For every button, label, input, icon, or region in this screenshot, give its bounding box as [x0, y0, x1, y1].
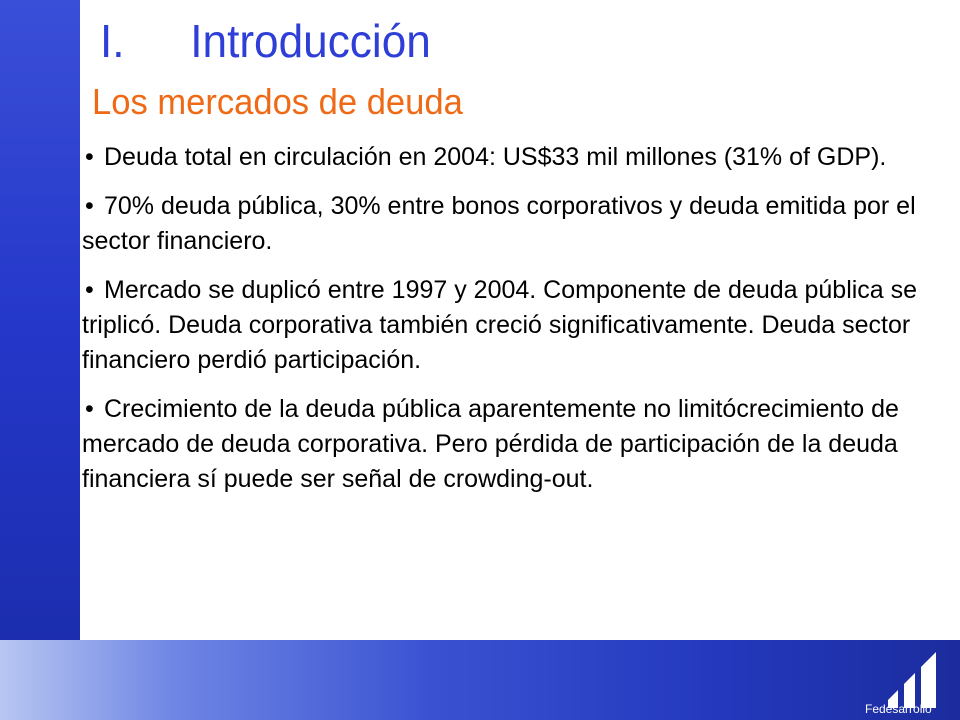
footer-bar	[0, 640, 960, 720]
bullet-item	[82, 392, 948, 497]
bullet-text: Deuda total en circulación en 2004: US$33 mil millones (31% of GDP).	[104, 143, 887, 171]
bullet-text: Crecimiento de la deuda pública aparentemente no limitócrecimiento de mercado de deuda corporativa. Pero pérdida de participación de la deuda financiera sí puede ser señal de crowding-out.	[82, 395, 899, 493]
logo-text: Fedesarrollo	[865, 702, 932, 716]
bullet-item	[82, 189, 948, 259]
slide-title	[100, 15, 431, 67]
bullet-text: Mercado se duplicó entre 1997 y 2004. Componente de deuda pública se triplicó. Deuda corporativa también creció significativamente. Deuda sector financiero perdió participación.	[82, 276, 918, 374]
bullet-marker: •	[85, 143, 94, 171]
slide-subtitle: Los mercados de deuda	[92, 81, 463, 122]
bullet-item	[82, 273, 948, 378]
section-title: Introducción	[190, 15, 431, 67]
bullet-marker: •	[85, 276, 94, 304]
left-accent-bar	[0, 0, 80, 720]
section-number: I.	[100, 15, 125, 67]
bar-chart-logo-icon	[884, 638, 944, 708]
bullet-marker: •	[85, 192, 94, 220]
bullet-marker: •	[85, 395, 94, 423]
bullet-text: 70% deuda pública, 30% entre bonos corporativos y deuda emitida por el sector financiero.	[82, 192, 916, 255]
bullet-list	[82, 140, 948, 511]
bullet-item	[82, 140, 948, 175]
